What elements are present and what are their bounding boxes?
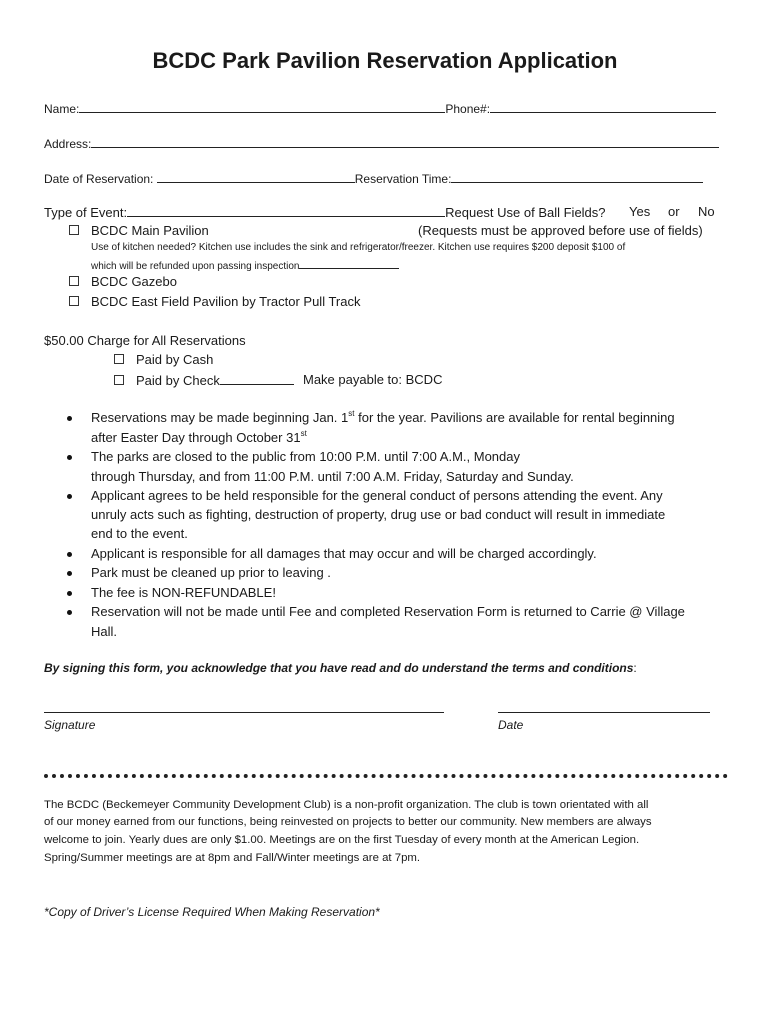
about-line4: Spring/Summer meetings are at 8pm and Fall/Winter meetings are at 7pm. <box>44 852 421 864</box>
event-type-field[interactable] <box>127 204 445 217</box>
ball-fields-no[interactable]: No <box>698 204 715 219</box>
rule-3-line2: unruly acts such as fighting, destruction of property, drug use or bad conduct will result in immediate <box>91 507 666 522</box>
acknowledgement <box>44 661 637 675</box>
kitchen-inspection-field[interactable] <box>299 259 399 269</box>
date-label: Date of Reservation: <box>44 172 154 186</box>
name-field[interactable] <box>79 100 445 113</box>
main-pavilion-option[interactable] <box>69 223 209 238</box>
rule-4: Applicant is responsible for all damages that may occur and will be charged accordingly. <box>91 546 597 561</box>
bullet-icon <box>67 416 72 421</box>
bullet-icon <box>67 455 72 460</box>
gazebo-option[interactable] <box>69 274 177 289</box>
rule-7-line2: Hall. <box>91 624 118 639</box>
rule-1-sup-c: st <box>300 429 307 438</box>
kitchen-note-text: which will be refunded upon passing inspection <box>91 261 300 272</box>
checkbox-paid-check[interactable] <box>114 375 124 385</box>
paid-check-label: Paid by Check <box>136 373 220 388</box>
time-label: Reservation Time: <box>354 172 452 186</box>
about-line3: welcome to join. Yearly dues are only $1.00. Meetings are on the first Tuesday of every month at the American Legion. <box>44 834 640 846</box>
drivers-license-note: *Copy of Driver’s License Required When Making Reservation* <box>44 905 380 919</box>
rule-1-text-b: for the year. Pavilions are available for rental beginning <box>354 410 675 425</box>
about-line1: The BCDC (Beckemeyer Community Development Club) is a non-profit organization. The club is town orientated with all <box>44 799 649 811</box>
name-label: Name: <box>44 102 80 116</box>
fields-approval-note: (Requests must be approved before use of fields) <box>418 223 703 238</box>
gazebo-label: BCDC Gazebo <box>91 274 177 289</box>
acknowledgement-colon: : <box>633 661 637 675</box>
bullet-icon <box>67 552 72 557</box>
acknowledgement-text: By signing this form, you acknowledge that you have read and do understand the terms and conditions <box>44 661 634 675</box>
address-label: Address: <box>44 137 92 151</box>
event-row <box>44 204 606 220</box>
bullet-icon <box>67 494 72 499</box>
paid-cash-option[interactable] <box>114 352 213 367</box>
rule-2-line2: through Thursday, and from 11:00 P.M. until 7:00 A.M. Friday, Saturday and Sunday. <box>91 469 574 484</box>
bullet-icon <box>67 591 72 596</box>
paid-check-option[interactable] <box>114 372 294 388</box>
bullet-icon <box>67 610 72 615</box>
checkbox-main-pavilion[interactable] <box>69 225 79 235</box>
event-type-label: Type of Event: <box>44 205 128 220</box>
name-row <box>44 100 716 116</box>
phone-label: Phone#: <box>445 102 491 116</box>
rule-6: The fee is NON-REFUNDABLE! <box>91 585 276 600</box>
ball-fields-label: Request Use of Ball Fields? <box>445 205 606 220</box>
main-pavilion-label: BCDC Main Pavilion <box>91 223 209 238</box>
date-row <box>44 170 703 186</box>
charge-heading: $50.00 Charge for All Reservations <box>44 333 246 348</box>
paid-cash-label: Paid by Cash <box>136 352 214 367</box>
bullet-icon <box>67 571 72 576</box>
rule-1-text-c: after Easter Day through October 31 <box>91 430 301 445</box>
about-line2: of our money earned from our functions, being reinvested on projects to better our community. New members are always <box>44 816 652 828</box>
rule-5: Park must be cleaned up prior to leaving . <box>91 565 331 580</box>
phone-field[interactable] <box>490 100 716 113</box>
form-title: BCDC Park Pavilion Reservation Application <box>152 48 618 73</box>
rule-3-line3: end to the event. <box>91 526 188 541</box>
kitchen-note-line1: Use of kitchen needed? Kitchen use includes the sink and refrigerator/freezer. Kitchen use requires $200 deposit $100 of <box>91 242 626 253</box>
ball-fields-yes[interactable]: Yes <box>629 204 651 219</box>
signature-label: Signature <box>44 718 96 732</box>
rule-7-line1: Reservation will not be made until Fee and completed Reservation Form is returned to Carrie @ Village <box>91 604 685 619</box>
date-signature-label: Date <box>498 718 524 732</box>
rule-1-line2 <box>91 430 307 445</box>
rule-1-line1 <box>91 410 675 425</box>
east-pavilion-option[interactable] <box>69 294 360 309</box>
checkbox-gazebo[interactable] <box>69 276 79 286</box>
address-field[interactable] <box>91 135 719 148</box>
checkbox-paid-cash[interactable] <box>114 354 124 364</box>
date-signature-line[interactable] <box>498 712 710 713</box>
kitchen-note-line2 <box>91 259 399 272</box>
check-number-field[interactable] <box>220 372 294 385</box>
signature-line[interactable] <box>44 712 444 713</box>
rule-3-line1: Applicant agrees to be held responsible for the general conduct of persons attending the event. Any <box>91 488 663 503</box>
date-field[interactable] <box>157 170 355 183</box>
rule-1-sup: st <box>348 409 355 418</box>
east-pavilion-label: BCDC East Field Pavilion by Tractor Pull Track <box>91 294 361 309</box>
payable-note: Make payable to: BCDC <box>303 372 443 387</box>
time-field[interactable] <box>451 170 703 183</box>
rule-1-text-a: Reservations may be made beginning Jan. 1 <box>91 410 349 425</box>
ball-fields-or: or <box>668 204 680 219</box>
checkbox-east-pavilion[interactable] <box>69 296 79 306</box>
rule-2-line1: The parks are closed to the public from 10:00 P.M. until 7:00 A.M., Monday <box>91 449 520 464</box>
dotted-separator <box>44 774 728 778</box>
address-row <box>44 135 719 151</box>
